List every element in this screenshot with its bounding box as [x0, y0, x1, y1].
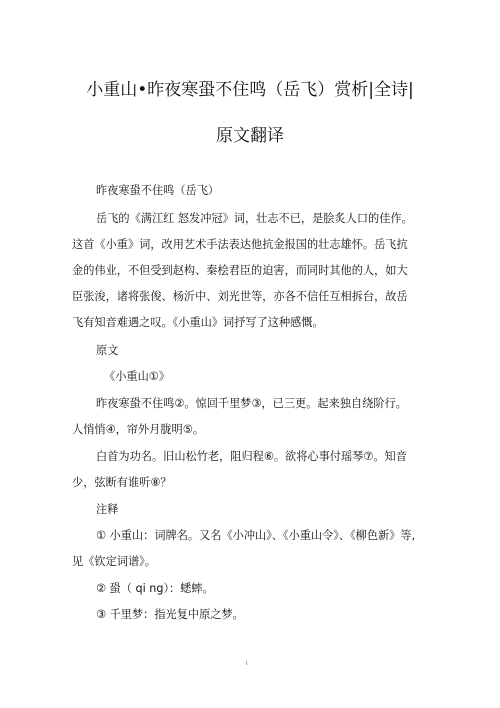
document-subtitle: 原文翻译 — [216, 126, 284, 146]
text-line: 白首为功名。旧山松竹老，阻归程⑥。欲将心事付瑶琴⑦。知音 — [96, 450, 407, 463]
text-line: 飞有知音难遇之叹。《小重山》词抒写了这种感慨。 — [72, 316, 324, 329]
text-line: 昨夜寒蛩不住鸣（岳飞） — [96, 184, 220, 197]
text-line: 这首《小重》词，改用艺术手法表达他抗金报国的壮志雄怀。岳飞抗 — [72, 238, 408, 251]
text-line: ② 蛩（ qi ng）：蟋蟀。 — [96, 582, 214, 595]
document-title: 小重山•昨夜寒蛩不住鸣（岳飞）赏析|全诗| — [86, 80, 414, 100]
page-number: i — [246, 660, 248, 667]
text-line: 《小重山①》 — [104, 370, 170, 383]
text-line: 人悄悄④，帘外月胧明⑤。 — [72, 423, 204, 436]
text-line: ① 小重山：词牌名。又名《小冲山》、《小重山令》、《柳色新》等, — [96, 529, 416, 542]
text-line: 注释 — [96, 503, 119, 516]
text-line: 金的伟业，不但受到赵构、秦桧君臣的迫害，而同时其他的人，如大 — [72, 264, 408, 277]
text-line: 少，弦断有谁听⑧？ — [72, 476, 172, 489]
text-line: 臣张浚，诸将张俊、杨沂中、刘光世等，亦各不信任互相拆台，故岳 — [72, 290, 408, 303]
text-line: 见《钦定词谱》。 — [72, 555, 156, 568]
text-line: ③ 千里梦：指光复中原之梦。 — [96, 608, 244, 621]
text-line: 原文 — [96, 344, 119, 357]
text-line: 昨夜寒蛩不住鸣②。惊回千里梦③，已三更。起来独自绕阶行。 — [96, 397, 407, 410]
text-line: 岳飞的《满江红 怒发冲冠》词，壮志不已，是脍炙人口的佳作。 — [96, 212, 413, 225]
